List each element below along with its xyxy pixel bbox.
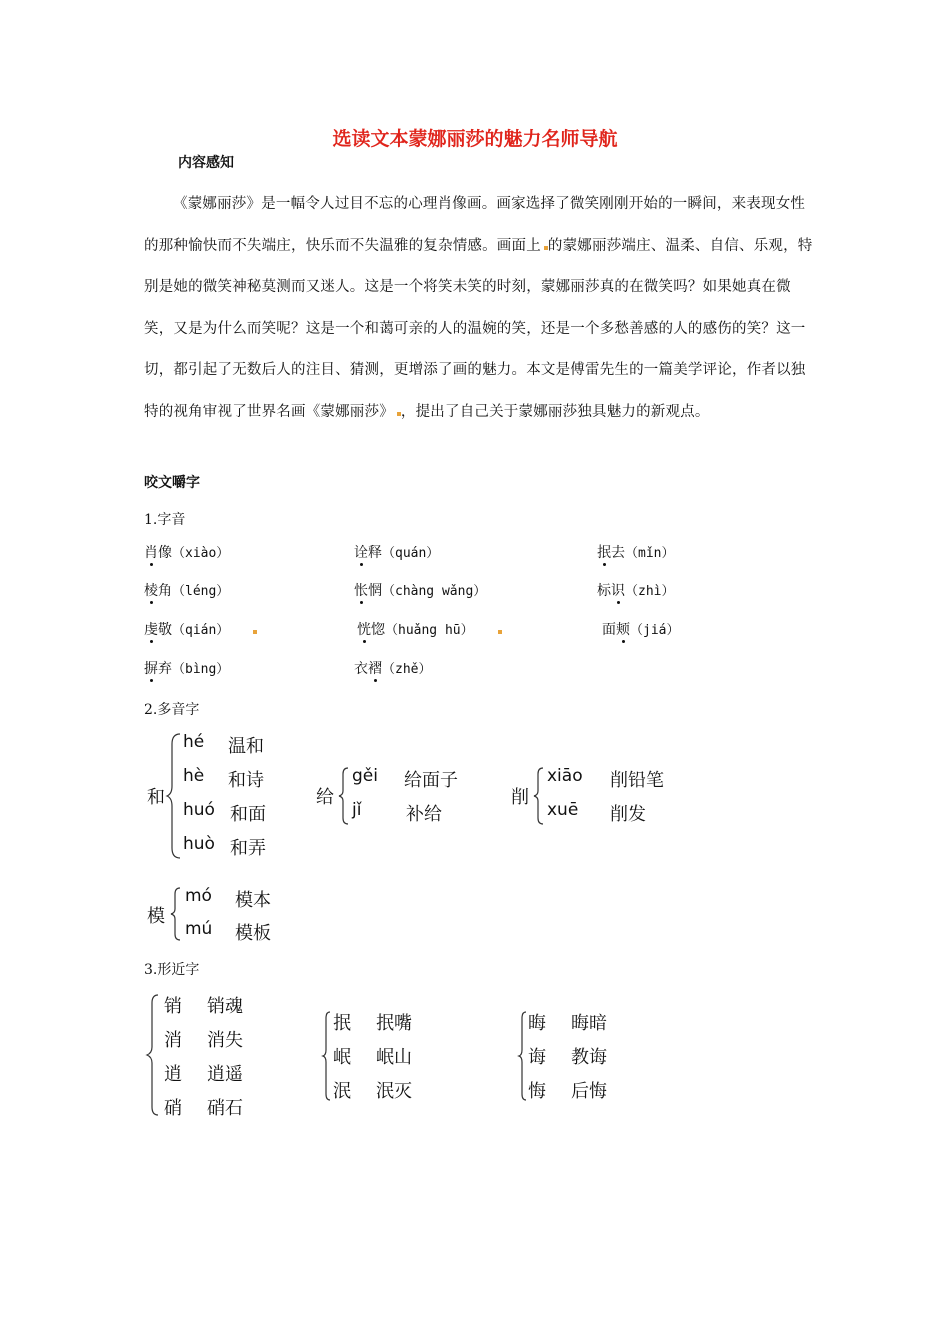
polyphone-word: 温和 xyxy=(228,736,264,757)
polyphone-word: 给面子 xyxy=(404,770,458,791)
pron-item: 诠释（quán） xyxy=(354,545,440,561)
polyphone-char: 削 xyxy=(511,787,529,808)
polyphone-word: 和诗 xyxy=(228,770,264,791)
similar-char: 销 xyxy=(164,996,182,1017)
paragraph-part-a: 《蒙娜丽莎》是一幅令人过目不忘的心理肖像画。画家选择了微笑刚刚开始的一瞬间，来表现女性的那种愉快而不失端庄，快乐而不失温雅的复杂情感。画面上 xyxy=(144,196,806,254)
highlight-mark xyxy=(498,630,502,634)
similar-char: 消 xyxy=(164,1030,182,1051)
similar-char: 悔 xyxy=(528,1081,546,1102)
polyphone-word: 削铅笔 xyxy=(610,770,664,791)
brace-icon xyxy=(322,1010,332,1102)
similar-char: 岷 xyxy=(333,1047,351,1068)
similar-word: 教诲 xyxy=(571,1047,607,1068)
pron-item: 抿去（mǐn） xyxy=(597,545,675,561)
subheading-pronunciation: 1.字音 xyxy=(144,512,186,528)
polyphone-pinyin: hé xyxy=(183,732,205,752)
pron-item: 标识（zhì） xyxy=(597,583,675,599)
brace-icon xyxy=(166,732,182,860)
similar-word: 泯灭 xyxy=(376,1081,412,1102)
similar-char: 抿 xyxy=(333,1013,351,1034)
similar-char: 晦 xyxy=(528,1013,546,1034)
polyphone-pinyin: huò xyxy=(183,834,215,854)
polyphone-word: 模板 xyxy=(235,923,271,944)
polyphone-pinyin: xuē xyxy=(547,800,579,820)
similar-word: 逍遥 xyxy=(207,1064,243,1085)
pron-item: 摒弃（bìng） xyxy=(144,661,230,677)
polyphone-word: 和面 xyxy=(230,804,266,825)
section-heading-content: 内容感知 xyxy=(178,155,234,171)
polyphone-pinyin: mó xyxy=(185,886,212,906)
similar-word: 晦暗 xyxy=(571,1013,607,1034)
similar-char: 泯 xyxy=(333,1081,351,1102)
paragraph-part-c: ，提出了自己关于蒙娜丽莎独具魅力的新观点。 xyxy=(400,403,710,420)
polyphone-pinyin: hè xyxy=(183,766,205,786)
similar-char: 逍 xyxy=(164,1064,182,1085)
similar-word: 消失 xyxy=(207,1030,243,1051)
similar-word: 硝石 xyxy=(207,1098,243,1119)
subheading-polyphone: 2.多音字 xyxy=(144,702,200,718)
similar-word: 岷山 xyxy=(376,1047,412,1068)
brace-icon xyxy=(518,1010,528,1102)
brace-icon xyxy=(170,886,182,942)
similar-word: 销魂 xyxy=(207,996,243,1017)
polyphone-pinyin: mú xyxy=(185,919,213,939)
similar-char: 诲 xyxy=(528,1047,546,1068)
polyphone-word: 模本 xyxy=(235,890,271,911)
section-heading-words: 咬文嚼字 xyxy=(144,475,200,491)
pron-item: 怅惘（chàng wǎng） xyxy=(354,583,487,599)
polyphone-word: 补给 xyxy=(406,804,442,825)
polyphone-pinyin: huó xyxy=(183,800,215,820)
polyphone-word: 和弄 xyxy=(230,838,266,859)
polyphone-pinyin: gěi xyxy=(352,766,378,786)
page-title: 选读文本蒙娜丽莎的魅力名师导航 xyxy=(332,128,618,150)
highlight-mark xyxy=(253,630,257,634)
polyphone-word: 削发 xyxy=(610,804,646,825)
brace-icon xyxy=(146,993,160,1117)
intro-paragraph xyxy=(144,184,814,433)
polyphone-pinyin: xiāo xyxy=(547,766,583,786)
brace-icon xyxy=(533,766,545,826)
pron-item: 面颊（jiá） xyxy=(602,622,680,638)
brace-icon xyxy=(338,766,350,826)
polyphone-char: 和 xyxy=(147,787,165,808)
similar-char: 硝 xyxy=(164,1098,182,1119)
polyphone-pinyin: jǐ xyxy=(352,800,362,820)
pron-item: 恍惚（huǎng hū） xyxy=(357,622,474,638)
pron-item: 衣褶（zhě） xyxy=(354,661,432,677)
polyphone-char: 模 xyxy=(147,906,165,927)
pron-item: 棱角（léng） xyxy=(144,583,230,599)
similar-word: 后悔 xyxy=(571,1081,607,1102)
similar-word: 抿嘴 xyxy=(376,1013,412,1034)
pron-item: 虔敬（qián） xyxy=(144,622,230,638)
subheading-similar: 3.形近字 xyxy=(144,962,200,978)
polyphone-char: 给 xyxy=(316,787,334,808)
paragraph-part-b: 的蒙娜丽莎端庄、温柔、自信、乐观，特别是她的微笑神秘莫测而又迷人。这是一个将笑未笑的时刻，蒙娜丽莎真的在微笑吗？如果她真在微笑，又是为什么而笑呢？这是一个和蔼可亲的人的温婉的笑，还是一个多愁善感的人的感伤的笑？这一切，都引起了无数后人的注目、猜测，更增添了画的魅力。本文是傅雷先生的一篇美学评论，作者以独特的视角审视了世界名画《蒙娜丽莎》 xyxy=(144,237,813,420)
pron-item: 肖像（xiào） xyxy=(144,545,230,561)
